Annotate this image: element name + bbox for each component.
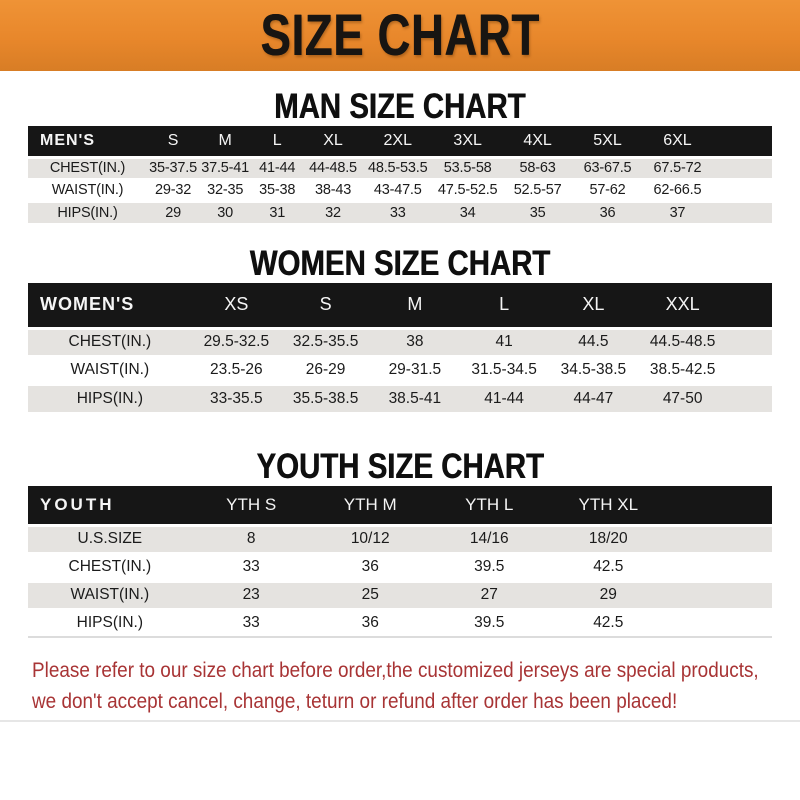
column-header: XL [323,131,343,149]
youth-ussize-row [28,525,772,553]
size-value-cell: 62-66.5 [642,179,712,201]
youth-size-chart-heading [0,448,800,486]
size-value-cell: 8 [192,525,311,553]
size-value-cell: 38 [370,328,459,356]
womens-waist-row [28,356,772,384]
disclaimer-line-1: Please refer to our size chart before order,the customized jerseys are special products, [32,658,759,682]
women-size-chart-title: WOMEN SIZE CHART [249,244,551,283]
size-value-cell: 33-35.5 [192,384,281,412]
size-value-cell: 35.5-38.5 [281,384,370,412]
column-header: XXL [665,294,700,315]
disclaimer [32,655,800,717]
column-header: YTH S [226,494,277,514]
size-value-cell: 58-63 [503,157,573,179]
youth-chest-row [28,553,772,581]
womens-size-table [28,283,772,412]
size-value-cell: 67.5-72 [642,157,712,179]
column-header: XS [224,294,249,315]
spacer-cell [668,581,772,609]
column-header: YTH M [343,494,397,514]
size-value-cell: 36 [311,609,430,637]
size-value-cell: 23 [192,581,311,609]
size-value-cell: 32-35 [199,179,251,201]
spacer-cell [668,609,772,637]
size-value-cell: 34 [433,201,503,223]
size-value-cell: 18/20 [549,525,668,553]
column-header: YTH L [465,494,514,514]
youth-hips-row [28,609,772,637]
size-value-cell: 32 [303,201,363,223]
size-chart-banner [0,0,800,71]
size-value-cell: 10/12 [311,525,430,553]
mens-header-row [28,126,772,157]
size-value-cell: 44.5 [549,328,638,356]
column-header: YTH XL [578,494,639,514]
mens-chest-row [28,157,772,179]
size-value-cell: 47-50 [638,384,727,412]
size-value-cell: 39.5 [430,553,549,581]
row-label: HIPS(IN.) [28,384,192,412]
column-header: 2XL [383,131,412,149]
size-value-cell: 38-43 [303,179,363,201]
size-value-cell: 26-29 [281,356,370,384]
size-value-cell: 33 [192,609,311,637]
size-value-cell: 31 [251,201,303,223]
size-value-cell: 29-32 [147,179,199,201]
womens-header-row [28,283,772,328]
bottom-divider [0,720,800,722]
spacer-cell [712,201,772,223]
row-label: HIPS(IN.) [28,609,192,637]
column-header: 6XL [663,131,692,149]
spacer-cell [668,486,772,525]
column-header: S [319,294,332,315]
column-header: M [218,131,232,149]
size-value-cell: 44-48.5 [303,157,363,179]
size-value-cell: 37 [642,201,712,223]
size-value-cell: 41-44 [459,384,548,412]
column-header: L [499,294,510,315]
size-value-cell: 14/16 [430,525,549,553]
row-label: HIPS(IN.) [28,201,147,223]
mens-table-label: MEN'S [40,131,96,149]
size-value-cell: 38.5-42.5 [638,356,727,384]
youth-size-table [28,486,772,638]
size-value-cell: 43-47.5 [363,179,433,201]
column-header: 4XL [523,131,552,149]
column-header: 5XL [593,131,622,149]
row-label: CHEST(IN.) [28,157,147,179]
size-value-cell: 41-44 [251,157,303,179]
disclaimer-line-2: we don't accept cancel, change, teturn or refund after order has been placed! [32,689,678,713]
size-value-cell: 29 [549,581,668,609]
size-value-cell: 36 [573,201,643,223]
spacer-cell [712,179,772,201]
size-value-cell: 38.5-41 [370,384,459,412]
size-value-cell: 35-38 [251,179,303,201]
size-value-cell: 35 [503,201,573,223]
size-value-cell: 44-47 [549,384,638,412]
size-value-cell: 57-62 [573,179,643,201]
size-value-cell: 52.5-57 [503,179,573,201]
size-value-cell: 42.5 [549,609,668,637]
size-value-cell: 42.5 [549,553,668,581]
size-value-cell: 48.5-53.5 [363,157,433,179]
spacer-cell [668,553,772,581]
man-size-chart-title: MAN SIZE CHART [274,87,526,126]
size-value-cell: 33 [363,201,433,223]
banner-title: SIZE CHART [260,3,540,68]
spacer-cell [727,283,772,328]
mens-waist-row [28,179,772,201]
column-header: 3XL [453,131,482,149]
size-value-cell: 33 [192,553,311,581]
size-value-cell: 31.5-34.5 [459,356,548,384]
size-value-cell: 36 [311,553,430,581]
women-size-chart-heading [0,245,800,283]
row-label: U.S.SIZE [28,525,192,553]
size-value-cell: 23.5-26 [192,356,281,384]
mens-hips-row [28,201,772,223]
size-value-cell: 53.5-58 [433,157,503,179]
size-value-cell: 37.5-41 [199,157,251,179]
man-size-chart-heading [0,88,800,126]
youth-size-chart-title: YOUTH SIZE CHART [256,447,544,486]
size-value-cell: 32.5-35.5 [281,328,370,356]
spacer-cell [727,356,772,384]
size-value-cell: 35-37.5 [147,157,199,179]
size-value-cell: 44.5-48.5 [638,328,727,356]
size-value-cell: 29 [147,201,199,223]
size-value-cell: 63-67.5 [573,157,643,179]
spacer-cell [712,157,772,179]
mens-size-table [28,126,772,223]
size-value-cell: 27 [430,581,549,609]
row-label: CHEST(IN.) [28,328,192,356]
row-label: CHEST(IN.) [28,553,192,581]
youth-waist-row [28,581,772,609]
column-header: M [407,294,423,315]
size-value-cell: 29-31.5 [370,356,459,384]
column-header: XL [582,294,605,315]
spacer-cell [712,126,772,157]
womens-table-label: WOMEN'S [40,294,135,315]
column-header: S [167,131,179,149]
youth-header-row [28,486,772,525]
size-value-cell: 39.5 [430,609,549,637]
youth-table-label: YOUTH [40,494,115,514]
size-value-cell: 30 [199,201,251,223]
size-value-cell: 25 [311,581,430,609]
size-value-cell: 41 [459,328,548,356]
size-value-cell: 34.5-38.5 [549,356,638,384]
spacer-cell [727,328,772,356]
spacer-cell [727,384,772,412]
size-value-cell: 29.5-32.5 [192,328,281,356]
size-value-cell: 47.5-52.5 [433,179,503,201]
row-label: WAIST(IN.) [28,179,147,201]
spacer-cell [668,525,772,553]
column-header: L [272,131,282,149]
womens-chest-row [28,328,772,356]
womens-hips-row [28,384,772,412]
row-label: WAIST(IN.) [28,356,192,384]
row-label: WAIST(IN.) [28,581,192,609]
